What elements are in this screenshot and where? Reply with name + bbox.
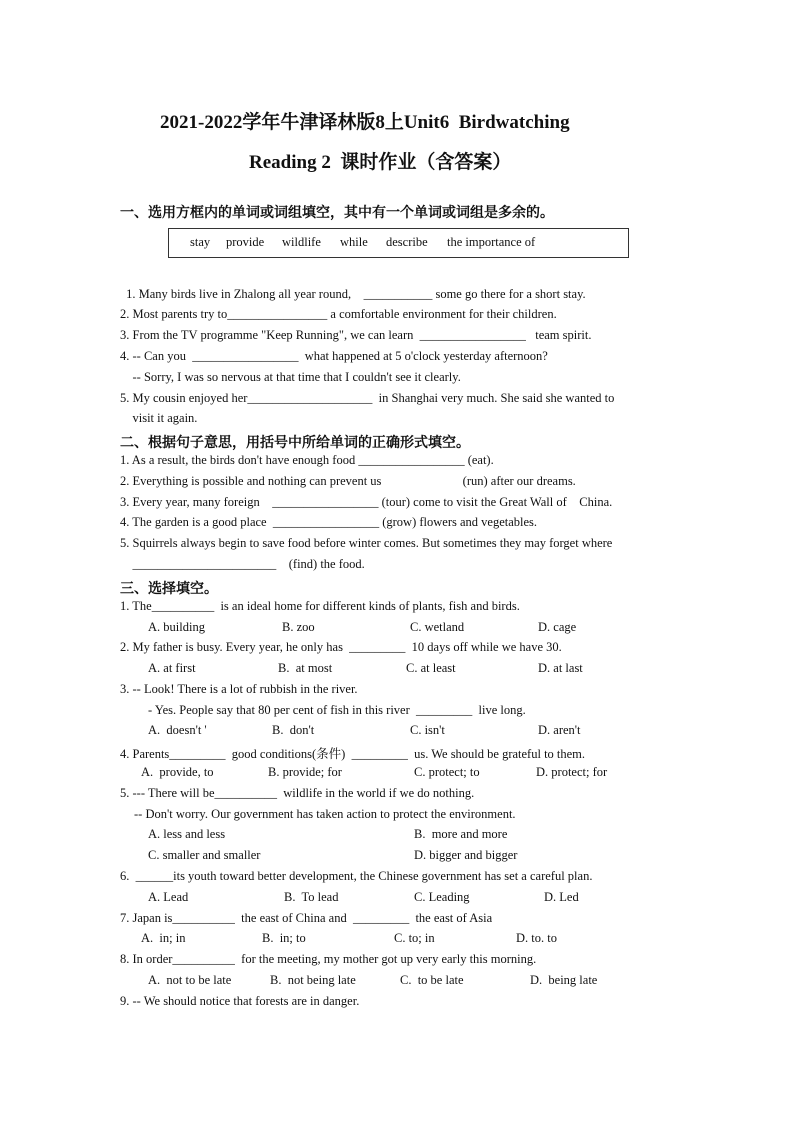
s2-item-5-cont: _______________________ (find) the food.	[120, 557, 365, 571]
word-box-item: provide	[226, 235, 265, 249]
word-box-item: stay	[190, 235, 211, 249]
q2-stem: 2. My father is busy. Every year, he only has _________ 10 days off while we have 30.	[120, 640, 562, 654]
q4-option-a: A. provide, to	[141, 765, 214, 779]
s2-item-4: 4. The garden is a good place _________________ (grow) flowers and vegetables.	[120, 515, 538, 529]
q7-option-c: C. to; in	[394, 931, 435, 945]
q4-option-c: C. protect; to	[414, 765, 480, 779]
s2-item-3: 3. Every year, many foreign _________________ (tour) come to visit the Great Wall of China.	[120, 495, 613, 509]
q5-option-d: D. bigger and bigger	[414, 848, 518, 862]
s1-item-4-reply: -- Sorry, I was so nervous at that time that I couldn't see it clearly.	[120, 370, 461, 384]
q6-option-d: D. Led	[544, 890, 579, 904]
q1-stem: 1. The__________ is an ideal home for different kinds of plants, fish and birds.	[120, 599, 520, 613]
q1-option-b: B. zoo	[282, 620, 315, 634]
word-box-item: the importance of	[447, 235, 536, 249]
q8-option-b: B. not being late	[270, 973, 356, 987]
q5-option-b: B. more and more	[414, 827, 508, 841]
q2-option-c: C. at least	[406, 661, 456, 675]
q1-option-a: A. building	[148, 620, 205, 634]
word-box	[168, 228, 629, 258]
q2-option-a: A. at first	[148, 661, 196, 675]
q5-stem: 5. --- There will be__________ wildlife in the world if we do nothing.	[120, 786, 475, 800]
q3-option-a: A. doesn't '	[148, 723, 207, 737]
q7-option-d: D. to. to	[516, 931, 557, 945]
s1-item-1: 1. Many birds live in Zhalong all year round, ___________ some go there for a short stay.	[123, 287, 586, 301]
q5-option-c: C. smaller and smaller	[148, 848, 261, 862]
q6-option-a: A. Lead	[148, 890, 189, 904]
q2-option-d: D. at last	[538, 661, 583, 675]
q6-option-c: C. Leading	[414, 890, 470, 904]
word-box-item: while	[340, 235, 368, 249]
q8-option-a: A. not to be late	[148, 973, 232, 987]
section-2-heading: 二、根据句子意思，用括号中所给单词的正确形式填空。	[120, 436, 470, 451]
q4-stem: 4. Parents_________ good conditions(条件) _________ us. We should be grateful to them.	[120, 747, 586, 761]
q3-option-c: C. isn't	[410, 723, 445, 737]
s1-item-3: 3. From the TV programme "Keep Running", we can learn _________________ team spirit.	[120, 328, 592, 342]
q3-option-d: D. aren't	[538, 723, 581, 737]
s1-item-2: 2. Most parents try to________________ a comfortable environment for their children.	[120, 307, 557, 321]
q3-reply: - Yes. People say that 80 per cent of fish in this river _________ live long.	[148, 703, 526, 717]
q5-reply: -- Don't worry. Our government has taken action to protect the environment.	[134, 807, 516, 821]
q8-stem: 8. In order__________ for the meeting, my mother got up very early this morning.	[120, 952, 537, 966]
q1-option-d: D. cage	[538, 620, 577, 634]
s2-item-5: 5. Squirrels always begin to save food before winter comes. But sometimes they may forget where	[120, 536, 613, 550]
q1-option-c: C. wetland	[410, 620, 465, 634]
section-3-heading: 三、选择填空。	[120, 582, 218, 597]
q3-stem: 3. -- Look! There is a lot of rubbish in the river.	[120, 682, 358, 696]
q7-option-a: A. in; in	[141, 931, 186, 945]
s2-item-1: 1. As a result, the birds don't have enough food _________________ (eat).	[120, 453, 494, 467]
doc-title-line1: 2021-2022学年牛津译林版8上Unit6 Birdwatching	[160, 112, 570, 133]
s1-item-4: 4. -- Can you _________________ what happened at 5 o'clock yesterday afternoon?	[120, 349, 548, 363]
q7-option-b: B. in; to	[262, 931, 306, 945]
s1-item-5: 5. My cousin enjoyed her____________________ in Shanghai very much. She said she wanted to	[120, 391, 615, 405]
q7-stem: 7. Japan is__________ the east of China and _________ the east of Asia	[120, 911, 493, 925]
q8-option-d: D. being late	[530, 973, 598, 987]
q2-option-b: B. at most	[278, 661, 333, 675]
s2-item-2: 2. Everything is possible and nothing can prevent us (run) after our dreams.	[120, 474, 576, 488]
q6-option-b: B. To lead	[284, 890, 339, 904]
q6-stem: 6. ______its youth toward better development, the Chinese government has set a careful plan.	[120, 869, 593, 883]
doc-title-line2: Reading 2 课时作业（含答案）	[249, 152, 512, 173]
q4-option-b: B. provide; for	[268, 765, 342, 779]
q5-option-a: A. less and less	[148, 827, 226, 841]
q3-option-b: B. don't	[272, 723, 315, 737]
q4-option-d: D. protect; for	[536, 765, 608, 779]
word-box-item: describe	[386, 235, 428, 249]
q8-option-c: C. to be late	[400, 973, 464, 987]
section-1-heading: 一、选用方框内的单词或词组填空，其中有一个单词或词组是多余的。	[120, 206, 554, 221]
word-box-item: wildlife	[282, 235, 321, 249]
q9-stem: 9. -- We should notice that forests are in danger.	[120, 994, 360, 1008]
s1-item-5-cont: visit it again.	[120, 411, 198, 425]
